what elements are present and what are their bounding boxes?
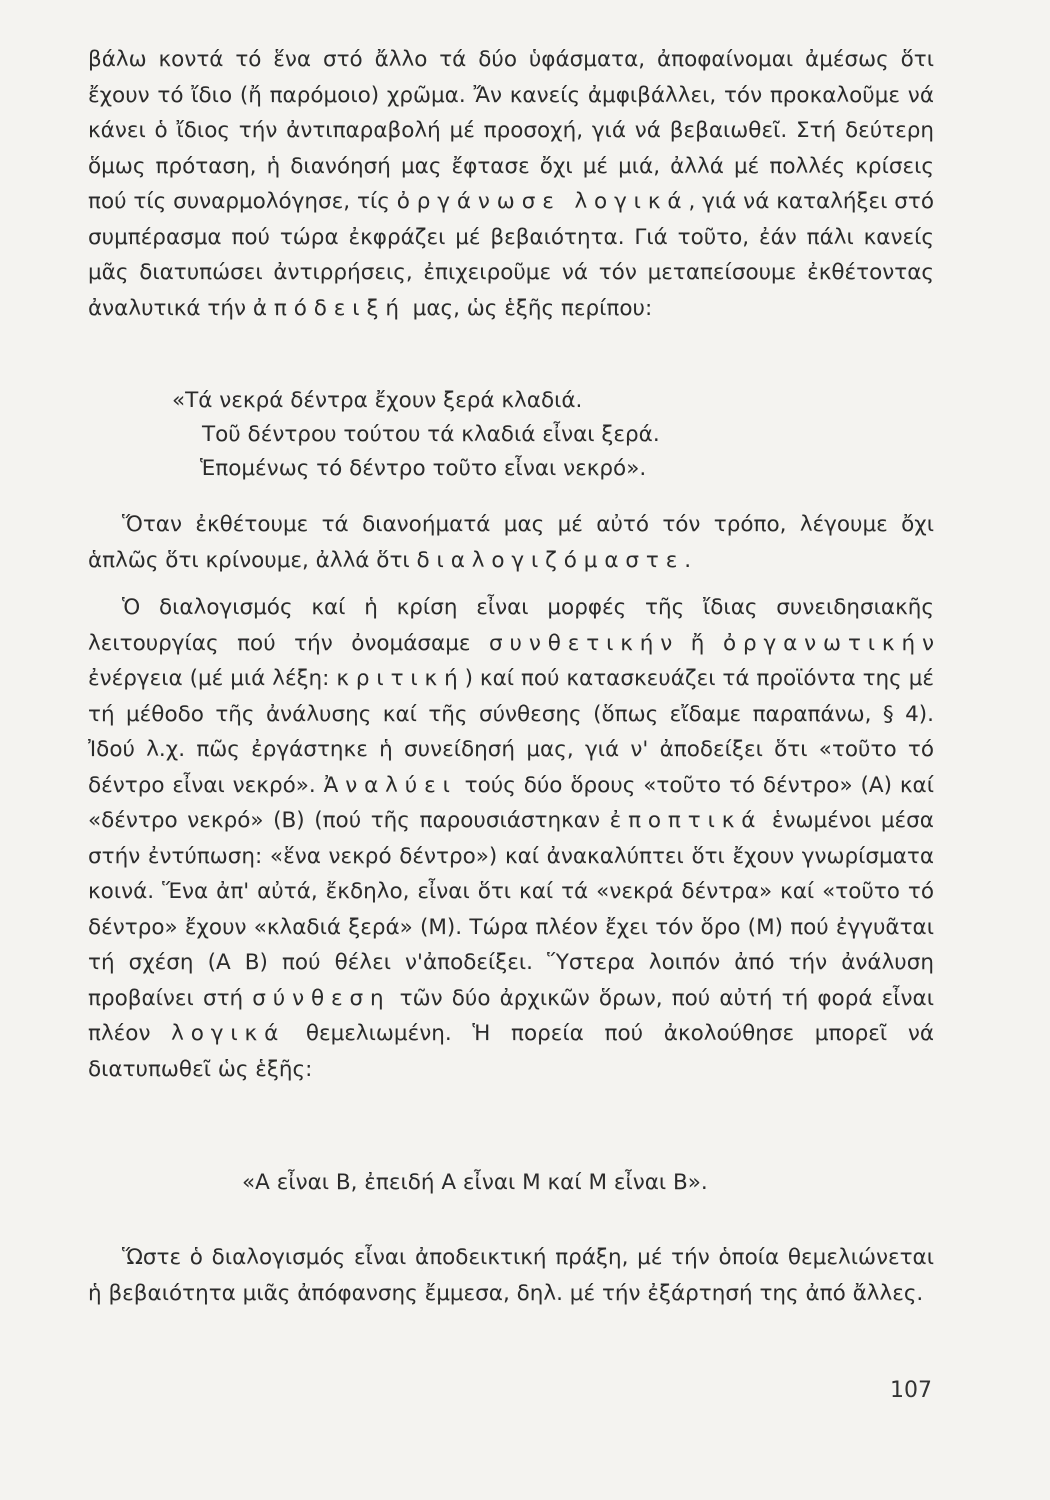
p3-spaced-analyei: Ἀναλύει: [323, 772, 457, 798]
p3-text-k: ἑνωμένοι μέσα στήν ἐντύπωση: «ἕνα νεκρό δέντρο») καί ἀνακαλύπτει ὅτι ἔχουν γνωρίσματα κοινά. Ἕνα ἀπ' αὐτά, ἔκδηλο, εἶναι ὅτι καί τά «νεκρά δέντρα» καί «τοῦτο τό δέντρο» ἔχουν «κλαδιά ξερά» (Μ). Τώρα πλέον ἔχει τόν ὅρο (Μ) πού ἐγγυᾶται τή σχέση (Α Β) πού θέλει ν'ἀποδείξει. Ὕστερα λοιπόν ἀπό τήν ἀνάλυση προβαίνει στή: [88, 808, 934, 1011]
syllogism-block: [172, 384, 660, 486]
p3-spaced-synthetiki: συνθετική: [489, 630, 661, 656]
paragraph-2: [88, 507, 934, 578]
syllogism-line-1: «Τά νεκρά δέντρα ἔχουν ξερά κλαδιά.: [172, 388, 583, 413]
p3-spaced-organotiki: ὀργανωτική: [722, 630, 922, 656]
p3-spaced-kritiki: κριτική: [336, 666, 465, 691]
p3-text-e: ν ἐνέργεια (μέ μιά λέξη:: [88, 630, 934, 691]
p3-text-o: θεμελιωμένη. Ἡ πορεία πού ἀκολούθησε μπορεῖ νά διατυπωθεῖ ὡς ἑξῆς:: [88, 1021, 934, 1082]
p3-text-m: τῶν δύο ἀρχικῶν ὅρων, πού αὐτή τή φορά εἶναι πλέον: [88, 985, 934, 1046]
paragraph-4: [88, 1240, 934, 1311]
p3-spaced-synthesi: σύνθεση: [252, 985, 391, 1011]
p1-text-c: , γιά νά καταλήξει στό συμπέρασμα πού τώρα ἐκφράζει μέ βεβαιότητα. Γιά τοῦτο, ἐάν πάλι κανείς μᾶς διατυπώσει ἀντιρρήσεις, ἐπιχειροῦμε νά τόν μεταπείσουμε ἐκθέτοντας ἀναλυτικά τήν: [88, 189, 935, 321]
p1-text-e: μας, ὡς ἑξῆς περίπου:: [405, 295, 653, 321]
p2-spaced-dialogizomaste: διαλογιζόμαστε: [416, 547, 685, 573]
p3-text-g: ) καί πού κατασκευάζει τά προϊόντα της μέ τή μέθοδο τῆς ἀνάλυσης καί τῆς σύνθεσης (ὅπως εἴδαμε παραπάνω, § 4). Ἰδού λ.χ. πῶς ἐργάστηκε ἡ συνείδησή μας, γιά ν' ἀποδείξει ὅτι «τοῦτο τό δέντρο εἶναι νεκρό».: [88, 666, 934, 798]
p3-text-c: ν ἤ: [660, 630, 723, 656]
p3-text-a: Ὁ διαλογισμός καί ἡ κρίση εἶναι μορφές τῆς ἴδιας συνειδησιακῆς λειτουργίας πού τήν ὀνομάσαμε: [88, 595, 934, 656]
p3-spaced-logika: λογικά: [171, 1021, 286, 1046]
paragraph-3: [88, 590, 934, 1087]
syllogism-line-2: Τοῦ δέντρου τούτου τά κλαδιά εἶναι ξερά.: [202, 422, 660, 447]
p2-text-c: .: [684, 547, 692, 573]
p4-text: Ὥστε ὁ διαλογισμός εἶναι ἀποδεικτική πράξη, μέ τήν ὁποία θεμελιώνεται ἡ βεβαιότητα μιᾶς ἀπόφανσης ἔμμεσα, δηλ. μέ τήν ἐξάρτησή της ἀπό ἄλλες.: [88, 1245, 934, 1306]
p3-text-i: τούς δύο ὅρους «τοῦτο τό δέντρο» (Α) καί «δέντρο νεκρό» (Β) (πού τῆς παρουσιάστηκαν: [88, 772, 934, 833]
p1-text-a: βάλω κοντά τό ἕνα στό ἄλλο τά δύο ὑφάσματα, ἀποφαίνομαι ἀμέσως ὅτι ἔχουν τό ἴδιο (ἤ παρόμοιο) χρῶμα. Ἄν κανείς ἀμφιβάλλει, τόν προκαλοῦμε νά κάνει ὁ ἴδιος τήν ἀντιπαραβολή μέ προσοχή, γιά νά βεβαιωθεῖ. Στή δεύτερη ὅμως πρόταση, ἡ διανόησή μας ἔφτασε ὄχι μέ μιά, ἀλλά μέ πολλές κρίσεις πού τίς συναρμολόγησε, τίς: [88, 47, 934, 214]
p1-spaced-apodeixi: ἀπόδειξή: [252, 295, 406, 321]
page-number: 107: [890, 1378, 932, 1403]
p2-text-a: Ὅταν ἐκθέτουμε τά διανοήματά μας μέ αὐτό τόν τρόπο, λέγουμε ὄχι ἁπλῶς ὅτι κρίνουμε, ἀλλά ὅτι: [88, 512, 934, 573]
syllogism-line-3: Ἑπομένως τό δέντρο τοῦτο εἶναι νεκρό».: [200, 456, 647, 481]
paragraph-1: [88, 42, 934, 326]
p3-spaced-epoptika: ἐποπτικά: [609, 808, 763, 833]
p1-spaced-organosé: ὀργάνωσε λογικά: [396, 189, 689, 214]
formula-line: «Α εἶναι Β, ἐπειδή Α εἶναι Μ καί Μ εἶναι Β».: [242, 1170, 708, 1195]
